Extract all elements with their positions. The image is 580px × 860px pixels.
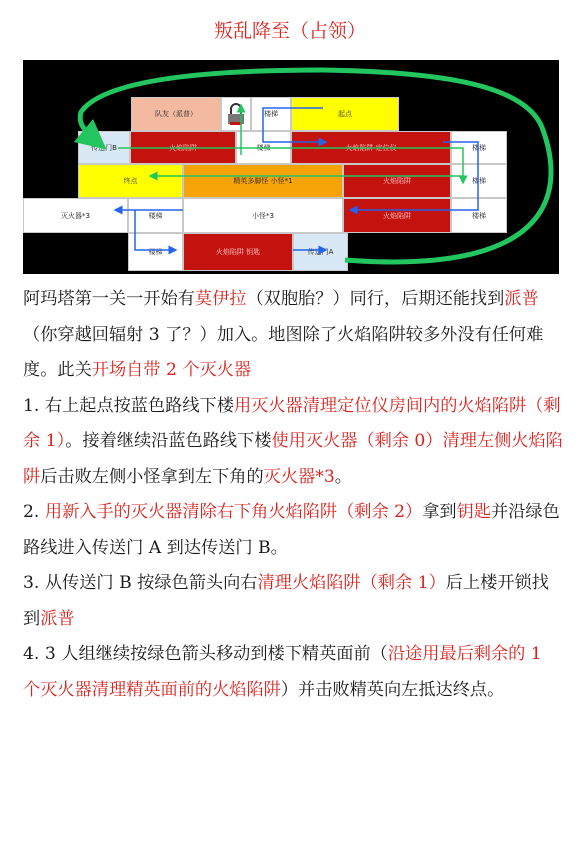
highlight-text: 钥匙 — [456, 502, 491, 522]
guide-text — [23, 282, 563, 708]
body-text: 阿玛塔第一关一开始有 — [23, 289, 195, 309]
extinguisher-room: 灭火器*3 — [23, 198, 128, 233]
start-room: 起点 — [291, 97, 399, 131]
stairs-room: 楼梯 — [128, 198, 183, 233]
elite-room: 精英多脚怪 小怪*1 — [183, 164, 343, 198]
stairs-room: 楼梯 — [128, 233, 183, 271]
fire-trap-room: 火焰陷阱 — [343, 198, 451, 233]
portal-b-room: 传送门B — [78, 131, 130, 164]
dungeon-map — [23, 60, 559, 274]
body-text: 4. 3 人组继续按绿色箭头移动到楼下精英面前（ — [23, 644, 388, 664]
highlight-text: 派普 — [40, 608, 75, 629]
highlight-text: 灭火器*3 — [263, 466, 335, 487]
fire-trap-room: 火焰陷阱 — [343, 164, 451, 198]
end-room: 终点 — [78, 164, 183, 198]
fire-trap-room: 火焰陷阱 — [130, 131, 236, 164]
body-text: 3. 从传送门 B 按绿色箭头向右 — [23, 573, 258, 593]
highlight-text: 沿途用最后剩余的 1 个灭火器清理精英面前的火焰陷阱 — [23, 644, 542, 700]
body-text: ）并击败精英向左抵达终点。 — [280, 679, 505, 700]
highlight-text: 用新入手的灭火器清除右下角火焰陷阱（剩余 2） — [44, 502, 423, 522]
highlight-text: 开场自带 2 个灭火器 — [91, 360, 252, 380]
page-title: 叛乱降至（占领） — [213, 20, 366, 42]
intro-paragraph — [23, 282, 563, 389]
lock-icon — [226, 102, 246, 126]
highlight-text: 清理火焰陷阱（剩余 1） — [257, 573, 446, 593]
stairs-room: 楼梯 — [451, 198, 507, 233]
step-paragraph — [23, 637, 563, 708]
steps-list — [23, 389, 563, 709]
minion-room: 小怪*3 — [183, 198, 343, 233]
body-text: 并沿绿色路线进入传送门 A 到达传送门 B。 — [23, 502, 560, 558]
body-text: 1. 右上起点按蓝色路线下楼 — [23, 395, 234, 416]
highlight-text: 使用灭火器（剩余 0）清理左侧火焰陷阱 — [23, 431, 563, 487]
ally-room: 队友（派普） — [131, 97, 221, 131]
body-text: 拿到 — [422, 502, 457, 522]
lock-room — [221, 97, 251, 131]
step-paragraph — [23, 389, 563, 496]
portal-a-room: 传送门A — [293, 233, 348, 271]
stairs-room: 楼梯 — [451, 131, 507, 164]
body-text: 后上楼开锁找到 — [23, 573, 549, 629]
fire-trap-key-room: 火焰陷阱 钥匙 — [183, 233, 293, 271]
body-text: （你穿越回辐射 3 了？）加入。地图除了火焰陷阱较多外没有任何难度。此关 — [23, 324, 544, 380]
highlight-text: 用灭火器清理定位仪房间内的火焰陷阱（剩余 1） — [23, 395, 561, 451]
stairs-room: 楼梯 — [451, 164, 507, 198]
body-text: 2. — [23, 502, 45, 522]
stairs-room: 楼梯 — [236, 131, 291, 164]
highlight-text: 莫伊拉 — [194, 289, 247, 309]
body-text: 。接着继续沿蓝色路线下楼 — [65, 431, 272, 451]
body-text: 后击败左侧小怪拿到左下角的 — [40, 466, 264, 487]
fire-trap-locator-room: 火焰陷阱 定位仪 — [291, 131, 451, 164]
body-text: （双胞胎？）同行，后期还能找到 — [246, 289, 505, 309]
step-paragraph — [23, 495, 563, 566]
body-text: 。 — [334, 466, 352, 487]
step-paragraph — [23, 566, 563, 637]
highlight-text: 派普 — [504, 289, 539, 309]
stairs-room: 楼梯 — [251, 97, 291, 131]
